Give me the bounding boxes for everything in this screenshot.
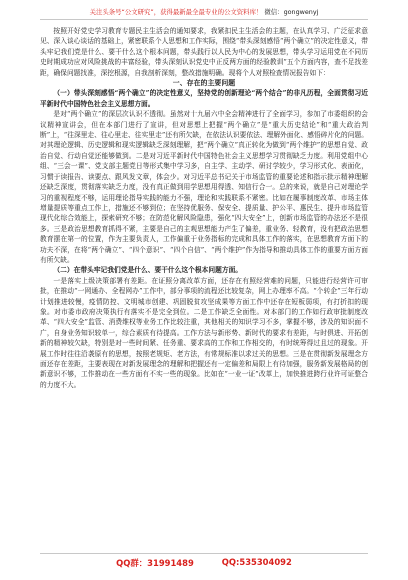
subsection-1-text: 是对“两个确立”的深层次认识不透彻。虽然对十九届六中全会精神进行了全面学习，参加了市委组织的会议精神宣讲会，但在本部门进行了宣讲，但对思想上把握“两个确立”是“重大历史结论”和“重大政治判断”上，“往深里走、往心里走、往实里走”还有所欠缺，在依法认识要依法、理解外面化、感悟碎片化的问题。对其理论逻辑、历史逻辑和现实逻辑缺乏深刻理解，把“两个确立”真正转化为做到“两个维护”的思想自觉、政治自觉、行动自觉还能够做到。二是对习近平新时代中国特色社会主义思想学习贯彻缺乏力度。利用党组中心组、“三会一课”、党支部主题党日等形式集中学习多，自主学、主动学、研讨学较少，学习形式化、表面化，习惯于读报告、读要点、跟风发文章，体会少。对习近平总书记关于市场监管的重要论述和指示批示精神理解还缺乏深度，贯彻落实缺乏力度，没有真正做到用学思想用得透、知信行合一。总的来说，就是自己对理论学习的重视程度不够，运用理论指导实践的能力不强，理论和实践联系不紧密。比如在履事制度改革、市场主体增量提质等重点工作上，措施还不够到位；在坚持优服务、保安全、提质量、护公平、惠民生、提升市场监管现代化综合效能上，探索研究不够；在防范化解风险隐患，强化“四大安全”上，创新市场监管的办法还不是很多。三是政治思想教育抓得不紧，主要是自己的主观思想能力产生了偏差，重业务、轻教育，没有把政治思想教育摆在第一的位置，作为主要负责人，工作偏重于业务指标的完成和具体工作的落实，在思想教育方面下的功夫不深，在将“两个确立”、“四个意识”、“四个自信”、“两个维护”作为指导和推动具体工作的重要方面方面有所欠缺。 xyxy=(40,110,368,264)
section-heading: 一、存在的主要问题 xyxy=(172,79,236,88)
subsection-1-heading: （一）带头深刻感悟“两个确立”的决定性意义，坚持党的创新理论“两个结合”的非凡历程，全面贯彻习近平新时代中国特色社会主义思想方面。 xyxy=(40,89,368,108)
qq-text: QQ:535304092 xyxy=(221,557,292,567)
banner-wechat-id: gongwenyj xyxy=(283,8,319,16)
subsection-2-text: 一是落实上级决策部署有差距。在证照分离改革方面，还存在有照经营难的问题，只能进行经营许可审批，在推动“一网通办、全程网办”工作中，部分事项的流程还比较复杂，网上办理率不高。“个转企”三年行动计划推进较慢，疫情防控、文明城市创建、巩固脱贫攻坚成果等方面工作中还存在短板弱项，有打折扣的现象。对市委市政府决策执行有落实不是完全到位。二是工作缺乏全面性。对本部门的工作如行政审批制度改革、“四大安全”监管、消费维权等业务工作比较注重，其他相关的知识学习不多，掌握不够，涉及的知识面不广，自身业务知识较单一，综合素质有待提高。工作方法与新形势、新时代的要求有差距，与时俱进、开拓创新的精神较欠缺，特别是对一些时间紧、任务重、要求高的工作和工作相交的，有时统筹得过且过的现象。开展工作时往往沿袭原有的思想，按照老规矩、老方法，有常规标准以求过关的思想。三是在贯彻新发展理念方面还存在差距，主要表现在对新发展理念的理解和把握还有一定偏差和局限上有待加强，服务新发展格局的创新意识不够，工作推动在一些方面有不实一些的现象。比如在“一业一证”改革上，加快推进跨行业许可证整合的力度不大。 xyxy=(40,276,368,389)
banner-promo-text: 关注头条号“公文研究”，获得最新最全最专业的公文资料库！ xyxy=(89,8,263,16)
qq-group-text: QQ群：31991489 xyxy=(116,558,194,568)
document-body xyxy=(40,26,368,546)
banner-wechat-label: 微信： xyxy=(264,8,284,16)
footer-contact xyxy=(40,553,368,567)
subsection-2-heading: （二）在带头牢记我们党是什么、要干什么这个根本问题方面。 xyxy=(53,266,243,275)
intro-paragraph: 按照开好党史学习教育专题民主生活会的通知要求，我紧扣民主生活会的主题，在认真学习、广泛征求意见、深入谈心谈话的基础上，紧密联系个人思想和工作实际，围绕“带头深刻感悟“两个确立”的决定性意义，带头牢记我们党是什么、要干什么这个根本问题，带头践行以人民为中心的发展思想，带头学习运用党在不同历史时期成功应对风险挑战的丰富经验，带头深刻认识党史中正反两方面的经验教训”五个方面内容，查不足找差距，确保问题找准，深挖根源，自我剖析深刻，整改措施明确。现将个人对照检查情况报告如下： xyxy=(40,27,368,77)
top-banner xyxy=(40,6,368,20)
